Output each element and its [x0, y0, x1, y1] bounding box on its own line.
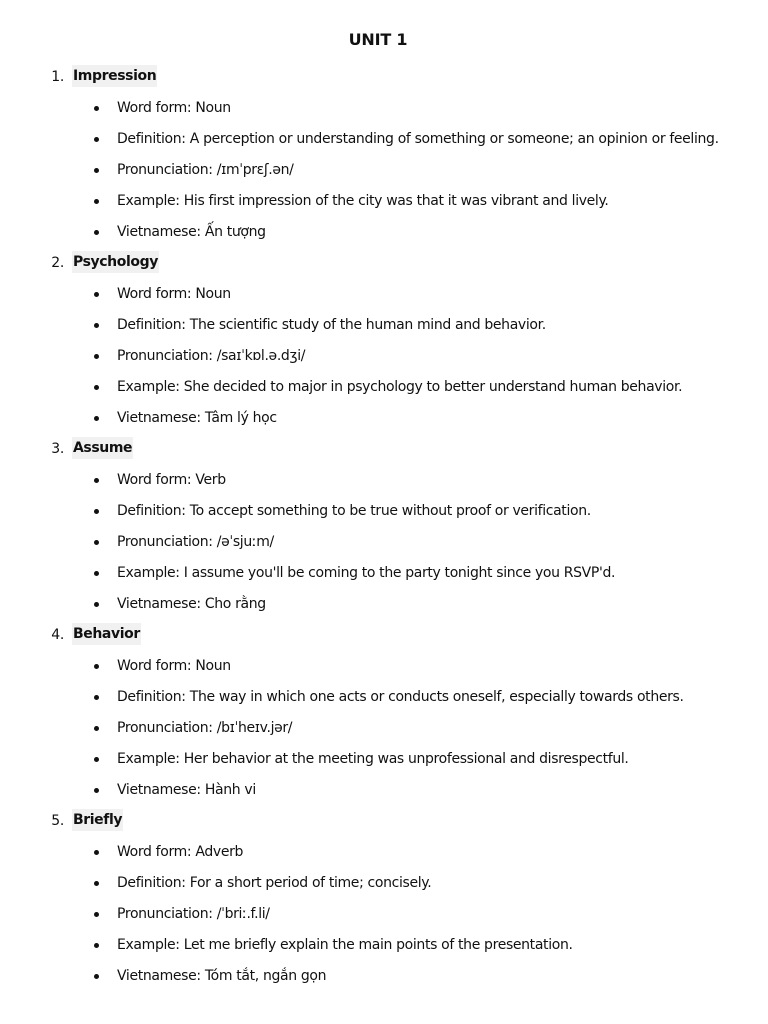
- entry-word: Assume: [72, 437, 133, 459]
- bullet-icon: [94, 292, 99, 297]
- entry-details: [0, 654, 768, 802]
- entry-details: [0, 840, 768, 988]
- word-form-text: Word form: Noun: [117, 286, 231, 302]
- vietnamese-item: [0, 220, 768, 244]
- definition-item: [0, 871, 768, 895]
- definition-item: [0, 127, 768, 151]
- vietnamese-item: [0, 778, 768, 802]
- entry-word: Psychology: [72, 251, 159, 273]
- bullet-icon: [94, 478, 99, 483]
- definition-text: Definition: For a short period of time; concisely.: [117, 875, 432, 891]
- bullet-icon: [94, 540, 99, 545]
- example-text: Example: His first impression of the city was that it was vibrant and lively.: [117, 193, 609, 209]
- vocab-entry-assume: [0, 437, 768, 616]
- pronunciation-text: Pronunciation: /bɪˈheɪv.jər/: [117, 720, 293, 736]
- pronunciation-item: [0, 344, 768, 368]
- word-form-text: Word form: Noun: [117, 658, 231, 674]
- example-text: Example: Let me briefly explain the main points of the presentation.: [117, 937, 573, 953]
- pronunciation-item: [0, 902, 768, 926]
- word-form-text: Word form: Verb: [117, 472, 226, 488]
- vocab-entry-briefly: [0, 809, 768, 988]
- bullet-icon: [94, 695, 99, 700]
- definition-item: [0, 685, 768, 709]
- bullet-icon: [94, 137, 99, 142]
- entry-details: [0, 282, 768, 430]
- definition-text: Definition: The scientific study of the human mind and behavior.: [117, 317, 546, 333]
- bullet-icon: [94, 168, 99, 173]
- pronunciation-text: Pronunciation: /saɪˈkɒl.ə.dʒi/: [117, 348, 306, 364]
- definition-item: [0, 499, 768, 523]
- entry-word: Behavior: [72, 623, 141, 645]
- definition-text: Definition: The way in which one acts or conducts oneself, especially towards others.: [117, 689, 684, 705]
- vietnamese-text: Vietnamese: Hành vi: [117, 782, 256, 798]
- entry-heading: [0, 437, 768, 461]
- bullet-icon: [94, 571, 99, 576]
- bullet-icon: [94, 106, 99, 111]
- entry-details: [0, 468, 768, 616]
- definition-text: Definition: A perception or understanding of something or someone; an opinion or feeling.: [117, 131, 719, 147]
- bullet-icon: [94, 416, 99, 421]
- pronunciation-text: Pronunciation: /ɪmˈprɛʃ.ən/: [117, 162, 294, 178]
- example-item: [0, 375, 768, 399]
- bullet-icon: [94, 726, 99, 731]
- vietnamese-item: [0, 964, 768, 988]
- entry-number: 3.: [51, 441, 64, 457]
- entry-number: 2.: [51, 255, 64, 271]
- bullet-icon: [94, 509, 99, 514]
- bullet-icon: [94, 943, 99, 948]
- vietnamese-item: [0, 406, 768, 430]
- vocab-entry-impression: [0, 65, 768, 244]
- bullet-icon: [94, 199, 99, 204]
- example-item: [0, 747, 768, 771]
- bullet-icon: [94, 323, 99, 328]
- definition-text: Definition: To accept something to be true without proof or verification.: [117, 503, 591, 519]
- entry-number: 4.: [51, 627, 64, 643]
- example-text: Example: She decided to major in psychology to better understand human behavior.: [117, 379, 683, 395]
- entry-heading: [0, 623, 768, 647]
- bullet-icon: [94, 912, 99, 917]
- vocab-entry-behavior: [0, 623, 768, 802]
- pronunciation-text: Pronunciation: /ˈbriː.f.li/: [117, 906, 270, 922]
- example-text: Example: Her behavior at the meeting was unprofessional and disrespectful.: [117, 751, 629, 767]
- bullet-icon: [94, 664, 99, 669]
- example-item: [0, 933, 768, 957]
- vocab-entry-psychology: [0, 251, 768, 430]
- pronunciation-item: [0, 158, 768, 182]
- bullet-icon: [94, 230, 99, 235]
- pronunciation-text: Pronunciation: /əˈsjuːm/: [117, 534, 274, 550]
- vietnamese-text: Vietnamese: Tóm tắt, ngắn gọn: [117, 968, 327, 984]
- word-form-text: Word form: Adverb: [117, 844, 244, 860]
- entry-word: Impression: [72, 65, 157, 87]
- example-text: Example: I assume you'll be coming to the party tonight since you RSVP'd.: [117, 565, 616, 581]
- entry-word: Briefly: [72, 809, 123, 831]
- bullet-icon: [94, 788, 99, 793]
- word-form-item: [0, 840, 768, 864]
- page-title: UNIT 1: [348, 30, 408, 49]
- pronunciation-item: [0, 530, 768, 554]
- vocabulary-list: [0, 65, 768, 995]
- vietnamese-text: Vietnamese: Cho rằng: [117, 596, 266, 612]
- bullet-icon: [94, 354, 99, 359]
- entry-heading: [0, 251, 768, 275]
- bullet-icon: [94, 881, 99, 886]
- bullet-icon: [94, 974, 99, 979]
- entry-heading: [0, 809, 768, 833]
- word-form-item: [0, 96, 768, 120]
- entry-number: 5.: [51, 813, 64, 829]
- vietnamese-text: Vietnamese: Tâm lý học: [117, 410, 277, 426]
- entry-details: [0, 96, 768, 244]
- definition-item: [0, 313, 768, 337]
- entry-number: 1.: [51, 69, 64, 85]
- example-item: [0, 189, 768, 213]
- bullet-icon: [94, 385, 99, 390]
- vietnamese-item: [0, 592, 768, 616]
- entry-heading: [0, 65, 768, 89]
- bullet-icon: [94, 850, 99, 855]
- example-item: [0, 561, 768, 585]
- bullet-icon: [94, 757, 99, 762]
- bullet-icon: [94, 602, 99, 607]
- word-form-item: [0, 654, 768, 678]
- pronunciation-item: [0, 716, 768, 740]
- vietnamese-text: Vietnamese: Ấn tượng: [117, 224, 266, 240]
- word-form-item: [0, 282, 768, 306]
- word-form-text: Word form: Noun: [117, 100, 231, 116]
- word-form-item: [0, 468, 768, 492]
